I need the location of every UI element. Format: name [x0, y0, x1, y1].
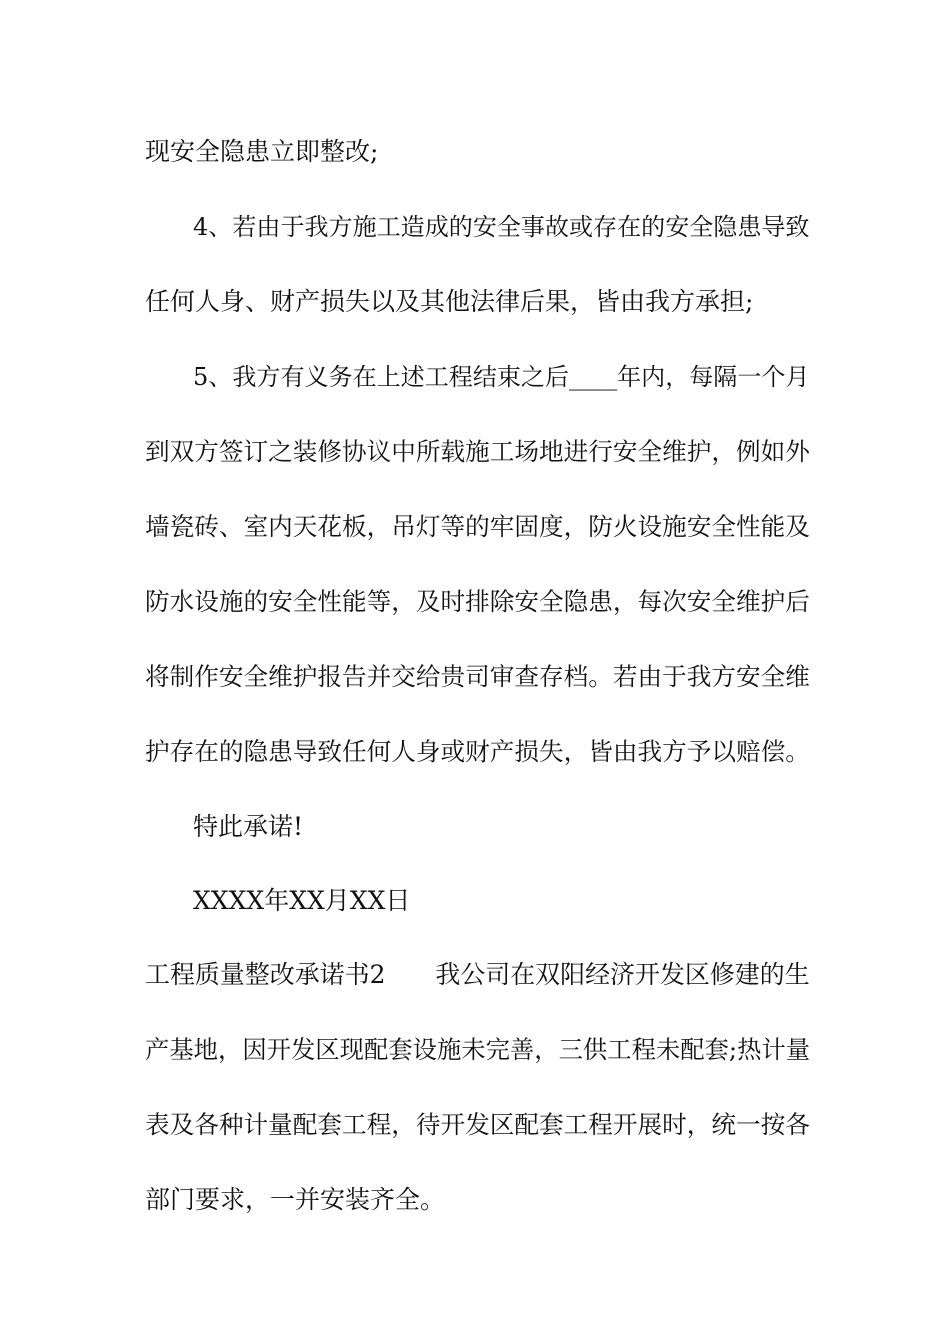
text-line: 产基地，因开发区现配套设施未完善，三供工程未配套;热计量	[145, 1035, 811, 1064]
text-line: 部门要求，一并安装齐全。	[145, 1185, 446, 1214]
text-line: 工程质量整改承诺书2 我公司在双阳经济开发区修建的生	[145, 960, 810, 989]
text-line: 表及各种计量配套工程，待开发区配套工程开展时，统一按各	[145, 1110, 810, 1139]
text-line: 到双方签订之装修协议中所载施工场地进行安全维护，例如外	[145, 437, 810, 466]
text-line: 护存在的隐患导致任何人身或财产损失，皆由我方予以赔偿。	[145, 737, 810, 766]
text-line: 墙瓷砖、室内天花板，吊灯等的牢固度，防火设施安全性能及	[145, 512, 810, 541]
date-line: XXXX年XX月XX日	[193, 886, 411, 915]
text-line: 任何人身、财产损失以及其他法律后果，皆由我方承担;	[145, 287, 754, 316]
text-line: 将制作安全维护报告并交给贵司审查存档。若由于我方安全维	[145, 662, 810, 691]
text-line: 防水设施的安全性能等，及时排除安全隐患，每次安全维护后	[145, 587, 810, 616]
text-line: 特此承诺!	[193, 812, 304, 841]
text-line: 5、我方有义务在上述工程结束之后____年内，每隔一个月	[193, 363, 810, 391]
text-line: 4、若由于我方施工造成的安全事故或存在的安全隐患导致	[193, 213, 810, 241]
text-line: 现安全隐患立即整改;	[145, 137, 379, 166]
